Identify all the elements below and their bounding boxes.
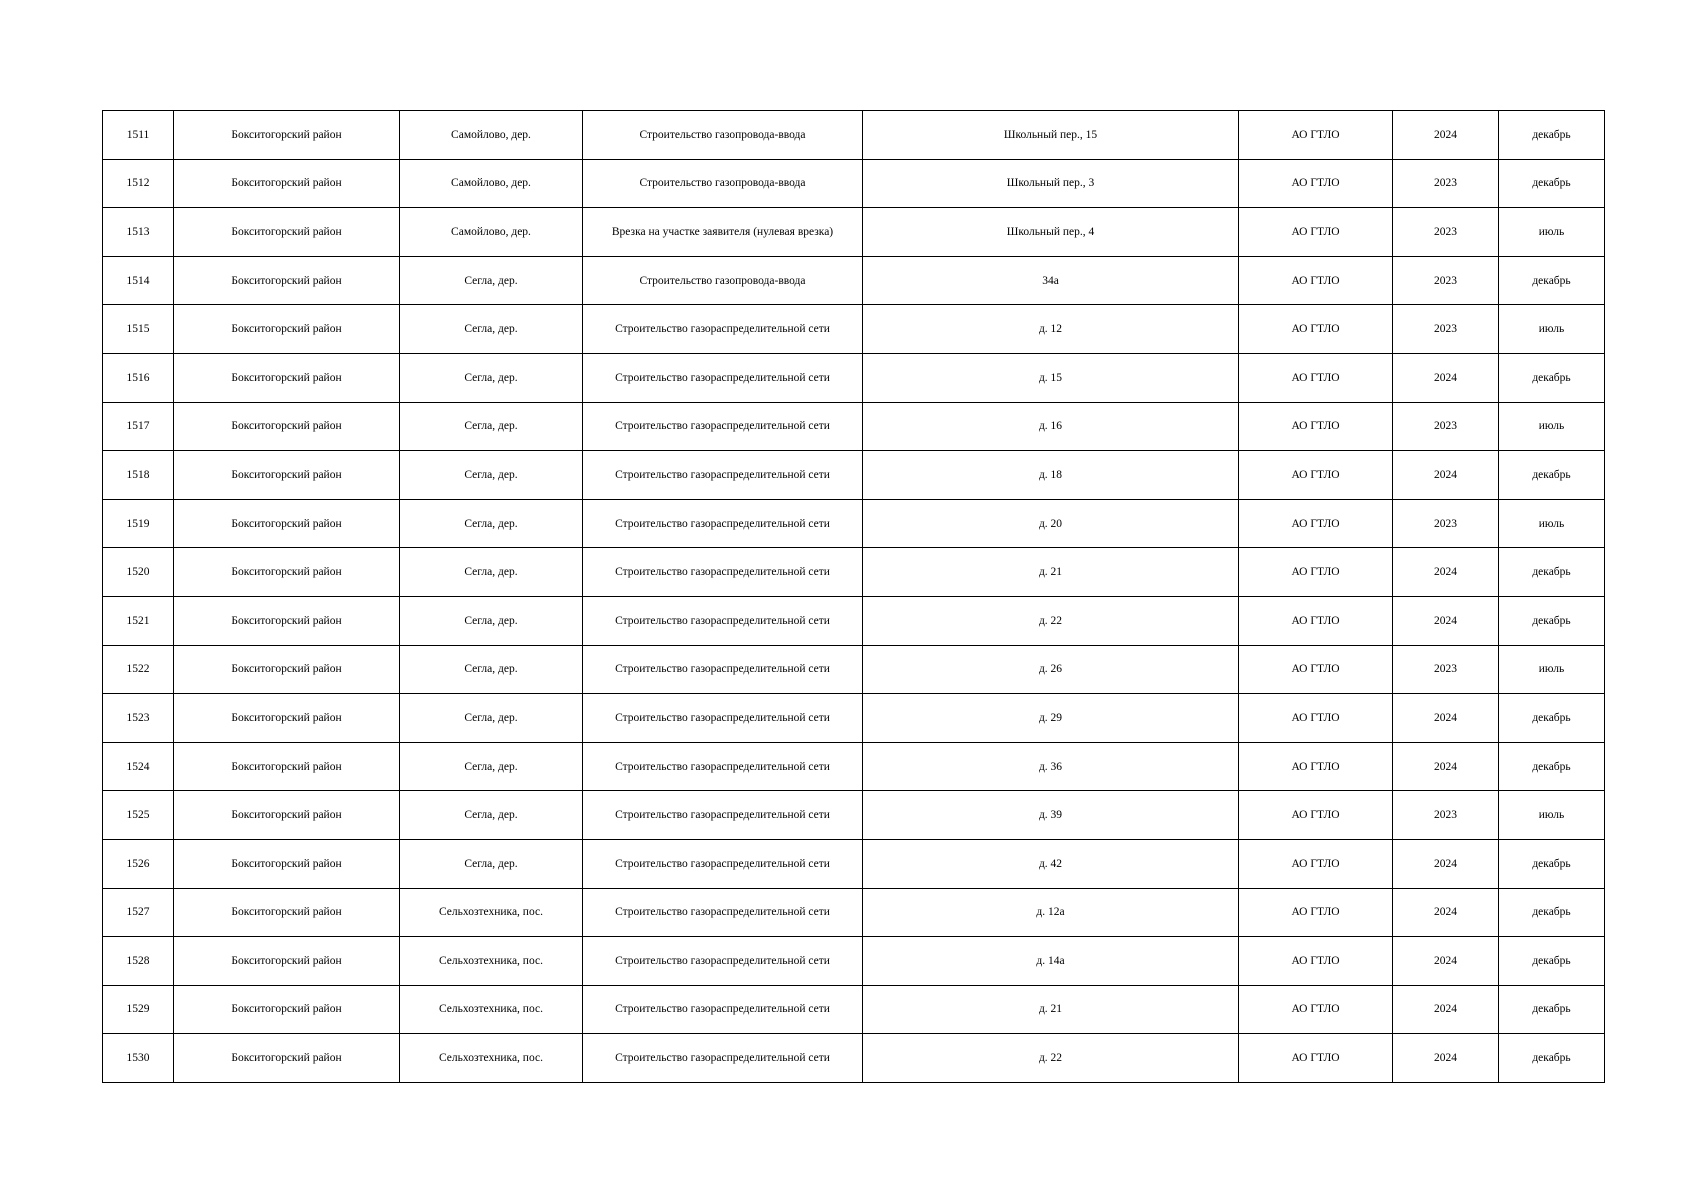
- table-row: [103, 402, 1605, 451]
- work-type-cell: Врезка на участке заявителя (нулевая врезка): [583, 208, 863, 257]
- settlement-cell: Сегла, дер.: [400, 305, 583, 354]
- row-number-cell: 1512: [103, 159, 174, 208]
- district-cell: Бокситогорский район: [174, 548, 400, 597]
- district-cell: Бокситогорский район: [174, 256, 400, 305]
- work-type-cell: Строительство газораспределительной сети: [583, 791, 863, 840]
- organization-cell: АО ГТЛО: [1239, 645, 1393, 694]
- district-cell: Бокситогорский район: [174, 208, 400, 257]
- organization-cell: АО ГТЛО: [1239, 791, 1393, 840]
- work-type-cell: Строительство газораспределительной сети: [583, 888, 863, 937]
- organization-cell: АО ГТЛО: [1239, 937, 1393, 986]
- address-cell: д. 12: [863, 305, 1239, 354]
- settlement-cell: Сегла, дер.: [400, 256, 583, 305]
- settlement-cell: Сегла, дер.: [400, 742, 583, 791]
- year-cell: 2024: [1393, 353, 1499, 402]
- address-cell: д. 20: [863, 499, 1239, 548]
- work-type-cell: Строительство газораспределительной сети: [583, 937, 863, 986]
- district-cell: Бокситогорский район: [174, 791, 400, 840]
- month-cell: декабрь: [1499, 937, 1605, 986]
- row-number-cell: 1522: [103, 645, 174, 694]
- settlement-cell: Самойлово, дер.: [400, 159, 583, 208]
- work-type-cell: Строительство газораспределительной сети: [583, 985, 863, 1034]
- settlement-cell: Сельхозтехника, пос.: [400, 888, 583, 937]
- table-row: [103, 596, 1605, 645]
- settlement-cell: Самойлово, дер.: [400, 208, 583, 257]
- district-cell: Бокситогорский район: [174, 1034, 400, 1083]
- table-row: [103, 1034, 1605, 1083]
- organization-cell: АО ГТЛО: [1239, 208, 1393, 257]
- table-row: [103, 645, 1605, 694]
- month-cell: декабрь: [1499, 1034, 1605, 1083]
- address-cell: д. 36: [863, 742, 1239, 791]
- month-cell: декабрь: [1499, 353, 1605, 402]
- work-type-cell: Строительство газораспределительной сети: [583, 1034, 863, 1083]
- address-cell: д. 16: [863, 402, 1239, 451]
- row-number-cell: 1524: [103, 742, 174, 791]
- table-row: [103, 888, 1605, 937]
- table-row: [103, 256, 1605, 305]
- address-cell: д. 18: [863, 451, 1239, 500]
- table-row: [103, 305, 1605, 354]
- work-type-cell: Строительство газораспределительной сети: [583, 839, 863, 888]
- organization-cell: АО ГТЛО: [1239, 742, 1393, 791]
- work-type-cell: Строительство газораспределительной сети: [583, 742, 863, 791]
- year-cell: 2023: [1393, 499, 1499, 548]
- month-cell: июль: [1499, 208, 1605, 257]
- district-cell: Бокситогорский район: [174, 742, 400, 791]
- organization-cell: АО ГТЛО: [1239, 596, 1393, 645]
- year-cell: 2024: [1393, 888, 1499, 937]
- settlement-cell: Сельхозтехника, пос.: [400, 1034, 583, 1083]
- row-number-cell: 1526: [103, 839, 174, 888]
- district-cell: Бокситогорский район: [174, 645, 400, 694]
- district-cell: Бокситогорский район: [174, 985, 400, 1034]
- settlement-cell: Сегла, дер.: [400, 499, 583, 548]
- organization-cell: АО ГТЛО: [1239, 159, 1393, 208]
- row-number-cell: 1514: [103, 256, 174, 305]
- district-cell: Бокситогорский район: [174, 353, 400, 402]
- month-cell: июль: [1499, 645, 1605, 694]
- row-number-cell: 1525: [103, 791, 174, 840]
- year-cell: 2023: [1393, 208, 1499, 257]
- month-cell: июль: [1499, 305, 1605, 354]
- year-cell: 2024: [1393, 1034, 1499, 1083]
- district-cell: Бокситогорский район: [174, 402, 400, 451]
- settlement-cell: Сегла, дер.: [400, 402, 583, 451]
- settlement-cell: Сегла, дер.: [400, 353, 583, 402]
- work-type-cell: Строительство газораспределительной сети: [583, 499, 863, 548]
- row-number-cell: 1511: [103, 111, 174, 160]
- settlement-cell: Сегла, дер.: [400, 645, 583, 694]
- year-cell: 2024: [1393, 548, 1499, 597]
- month-cell: декабрь: [1499, 451, 1605, 500]
- settlement-cell: Сельхозтехника, пос.: [400, 937, 583, 986]
- month-cell: июль: [1499, 402, 1605, 451]
- row-number-cell: 1521: [103, 596, 174, 645]
- row-number-cell: 1528: [103, 937, 174, 986]
- address-cell: д. 42: [863, 839, 1239, 888]
- organization-cell: АО ГТЛО: [1239, 499, 1393, 548]
- month-cell: декабрь: [1499, 742, 1605, 791]
- table-row: [103, 839, 1605, 888]
- organization-cell: АО ГТЛО: [1239, 1034, 1393, 1083]
- address-cell: д. 14а: [863, 937, 1239, 986]
- district-cell: Бокситогорский район: [174, 937, 400, 986]
- organization-cell: АО ГТЛО: [1239, 694, 1393, 743]
- settlement-cell: Сегла, дер.: [400, 694, 583, 743]
- district-cell: Бокситогорский район: [174, 305, 400, 354]
- address-cell: 34а: [863, 256, 1239, 305]
- month-cell: декабрь: [1499, 839, 1605, 888]
- year-cell: 2024: [1393, 985, 1499, 1034]
- row-number-cell: 1529: [103, 985, 174, 1034]
- district-cell: Бокситогорский район: [174, 596, 400, 645]
- table-row: [103, 353, 1605, 402]
- settlement-cell: Сегла, дер.: [400, 791, 583, 840]
- work-type-cell: Строительство газораспределительной сети: [583, 451, 863, 500]
- row-number-cell: 1518: [103, 451, 174, 500]
- year-cell: 2023: [1393, 305, 1499, 354]
- district-cell: Бокситогорский район: [174, 451, 400, 500]
- address-cell: Школьный пер., 4: [863, 208, 1239, 257]
- address-cell: Школьный пер., 15: [863, 111, 1239, 160]
- month-cell: июль: [1499, 791, 1605, 840]
- table-row: [103, 451, 1605, 500]
- table-row: [103, 499, 1605, 548]
- organization-cell: АО ГТЛО: [1239, 305, 1393, 354]
- row-number-cell: 1527: [103, 888, 174, 937]
- organization-cell: АО ГТЛО: [1239, 256, 1393, 305]
- table-row: [103, 694, 1605, 743]
- organization-cell: АО ГТЛО: [1239, 451, 1393, 500]
- settlement-cell: Сегла, дер.: [400, 596, 583, 645]
- table-row: [103, 208, 1605, 257]
- settlement-cell: Сегла, дер.: [400, 451, 583, 500]
- address-cell: д. 21: [863, 548, 1239, 597]
- address-cell: д. 29: [863, 694, 1239, 743]
- organization-cell: АО ГТЛО: [1239, 985, 1393, 1034]
- address-cell: Школьный пер., 3: [863, 159, 1239, 208]
- address-cell: д. 22: [863, 596, 1239, 645]
- table-body: [103, 111, 1605, 1083]
- month-cell: декабрь: [1499, 985, 1605, 1034]
- month-cell: декабрь: [1499, 159, 1605, 208]
- address-cell: д. 21: [863, 985, 1239, 1034]
- address-cell: д. 39: [863, 791, 1239, 840]
- district-cell: Бокситогорский район: [174, 159, 400, 208]
- table-row: [103, 548, 1605, 597]
- district-cell: Бокситогорский район: [174, 694, 400, 743]
- work-type-cell: Строительство газопровода-ввода: [583, 111, 863, 160]
- organization-cell: АО ГТЛО: [1239, 353, 1393, 402]
- year-cell: 2024: [1393, 694, 1499, 743]
- year-cell: 2024: [1393, 937, 1499, 986]
- year-cell: 2024: [1393, 839, 1499, 888]
- work-type-cell: Строительство газопровода-ввода: [583, 159, 863, 208]
- data-table: [102, 110, 1605, 1083]
- month-cell: декабрь: [1499, 548, 1605, 597]
- month-cell: декабрь: [1499, 888, 1605, 937]
- settlement-cell: Сегла, дер.: [400, 839, 583, 888]
- row-number-cell: 1516: [103, 353, 174, 402]
- table-row: [103, 937, 1605, 986]
- row-number-cell: 1520: [103, 548, 174, 597]
- month-cell: декабрь: [1499, 111, 1605, 160]
- month-cell: декабрь: [1499, 694, 1605, 743]
- table-row: [103, 791, 1605, 840]
- work-type-cell: Строительство газораспределительной сети: [583, 402, 863, 451]
- address-cell: д. 22: [863, 1034, 1239, 1083]
- settlement-cell: Сельхозтехника, пос.: [400, 985, 583, 1034]
- year-cell: 2023: [1393, 645, 1499, 694]
- year-cell: 2023: [1393, 159, 1499, 208]
- district-cell: Бокситогорский район: [174, 839, 400, 888]
- year-cell: 2023: [1393, 791, 1499, 840]
- district-cell: Бокситогорский район: [174, 888, 400, 937]
- row-number-cell: 1530: [103, 1034, 174, 1083]
- row-number-cell: 1519: [103, 499, 174, 548]
- work-type-cell: Строительство газораспределительной сети: [583, 548, 863, 597]
- work-type-cell: Строительство газораспределительной сети: [583, 645, 863, 694]
- district-cell: Бокситогорский район: [174, 499, 400, 548]
- organization-cell: АО ГТЛО: [1239, 888, 1393, 937]
- row-number-cell: 1515: [103, 305, 174, 354]
- year-cell: 2024: [1393, 742, 1499, 791]
- row-number-cell: 1523: [103, 694, 174, 743]
- organization-cell: АО ГТЛО: [1239, 839, 1393, 888]
- table-row: [103, 159, 1605, 208]
- organization-cell: АО ГТЛО: [1239, 402, 1393, 451]
- year-cell: 2023: [1393, 402, 1499, 451]
- table-row: [103, 985, 1605, 1034]
- work-type-cell: Строительство газораспределительной сети: [583, 694, 863, 743]
- organization-cell: АО ГТЛО: [1239, 548, 1393, 597]
- month-cell: декабрь: [1499, 596, 1605, 645]
- year-cell: 2024: [1393, 451, 1499, 500]
- address-cell: д. 15: [863, 353, 1239, 402]
- work-type-cell: Строительство газораспределительной сети: [583, 353, 863, 402]
- settlement-cell: Самойлово, дер.: [400, 111, 583, 160]
- year-cell: 2024: [1393, 596, 1499, 645]
- table-row: [103, 111, 1605, 160]
- month-cell: декабрь: [1499, 256, 1605, 305]
- table-row: [103, 742, 1605, 791]
- address-cell: д. 12а: [863, 888, 1239, 937]
- work-type-cell: Строительство газораспределительной сети: [583, 305, 863, 354]
- organization-cell: АО ГТЛО: [1239, 111, 1393, 160]
- district-cell: Бокситогорский район: [174, 111, 400, 160]
- row-number-cell: 1513: [103, 208, 174, 257]
- settlement-cell: Сегла, дер.: [400, 548, 583, 597]
- work-type-cell: Строительство газопровода-ввода: [583, 256, 863, 305]
- year-cell: 2024: [1393, 111, 1499, 160]
- work-type-cell: Строительство газораспределительной сети: [583, 596, 863, 645]
- month-cell: июль: [1499, 499, 1605, 548]
- year-cell: 2023: [1393, 256, 1499, 305]
- address-cell: д. 26: [863, 645, 1239, 694]
- row-number-cell: 1517: [103, 402, 174, 451]
